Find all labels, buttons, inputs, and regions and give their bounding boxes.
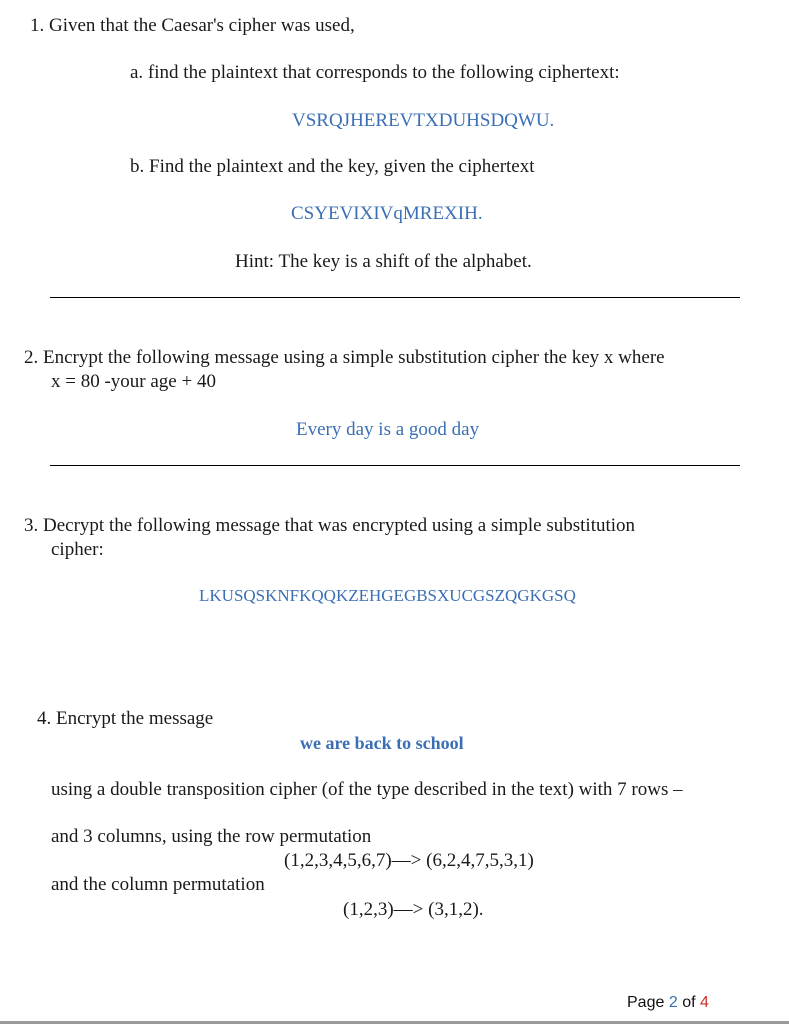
- q4-line2: and 3 columns, using the row permutation: [51, 826, 372, 847]
- q4-row-permutation: (1,2,3,4,5,6,7)—> (6,2,4,7,5,3,1): [284, 850, 534, 871]
- q1a-ciphertext: VSRQJHEREVTXDUHSDQWU.: [292, 110, 555, 131]
- q2-line2: x = 80 -your age + 40: [51, 371, 216, 392]
- q1-hint: Hint: The key is a shift of the alphabet.: [235, 251, 532, 272]
- page-label: Page: [627, 994, 665, 1011]
- page-total: 4: [699, 994, 709, 1011]
- q3-line1: 3. Decrypt the following message that was encrypted using a simple substitution: [24, 515, 636, 536]
- q2-line1: 2. Encrypt the following message using a simple substitution cipher the key x where: [24, 347, 665, 368]
- q3-ciphertext: LKUSQSKNFKQQKZEHGEGBSXUCGSZQGKGSQ: [199, 586, 576, 605]
- q4-column-permutation: (1,2,3)—> (3,1,2).: [343, 899, 484, 920]
- page-of-label: of: [682, 994, 696, 1011]
- page-current: 2: [668, 994, 678, 1011]
- q1b-text: b. Find the plaintext and the key, given the ciphertext: [130, 156, 535, 177]
- q4-heading: 4. Encrypt the message: [37, 708, 214, 729]
- q2-message: Every day is a good day: [296, 419, 480, 440]
- q4-line1: using a double transposition cipher (of the type described in the text) with 7 rows –: [51, 779, 683, 800]
- divider-2: [50, 465, 740, 466]
- q1b-ciphertext: CSYEVIXIVqMREXIH.: [291, 203, 483, 224]
- q1-heading: 1. Given that the Caesar's cipher was used,: [30, 15, 355, 36]
- divider-1: [50, 297, 740, 298]
- q4-line3: and the column permutation: [51, 874, 265, 895]
- q4-message: we are back to school: [300, 733, 464, 753]
- q3-line2: cipher:: [51, 539, 104, 560]
- q1a-text: a. find the plaintext that corresponds to the following ciphertext:: [130, 62, 620, 83]
- page-number: [627, 994, 709, 1012]
